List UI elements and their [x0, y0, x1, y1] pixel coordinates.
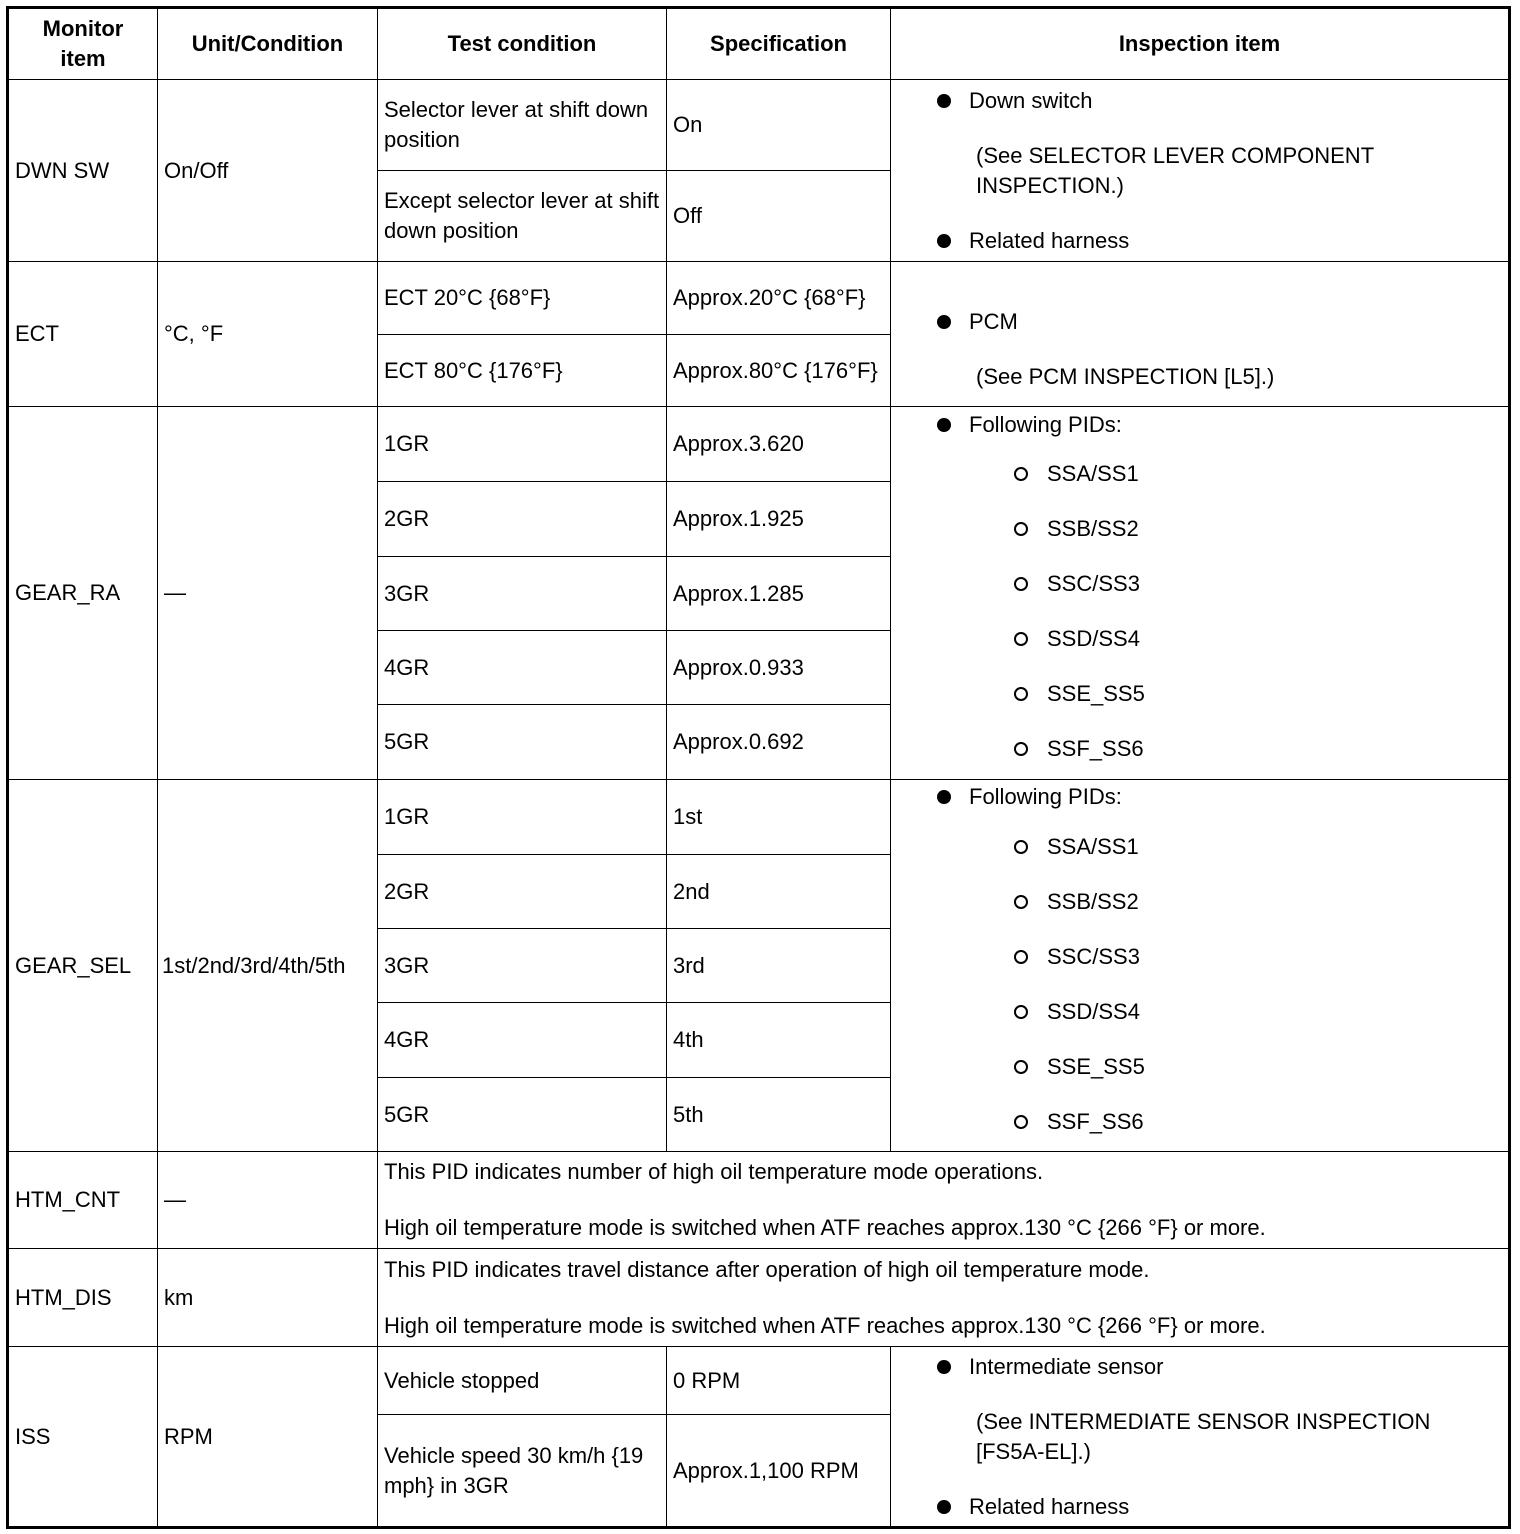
inspection-bullet: Related harness — [969, 1493, 1130, 1519]
pid-item: SSA/SS1 — [1047, 833, 1139, 859]
specification-cell: Off — [667, 171, 891, 262]
test-condition-cell: 2GR — [378, 482, 667, 557]
header-specification: Specification — [667, 8, 891, 80]
inspection-cell — [891, 262, 1510, 407]
test-condition-cell: 3GR — [378, 557, 667, 631]
bullet-icon — [937, 1360, 951, 1374]
test-condition-cell: 4GR — [378, 1003, 667, 1078]
table-row — [8, 1249, 1510, 1347]
specification-cell: Approx.1,100 RPM — [667, 1415, 891, 1528]
test-condition-cell: 5GR — [378, 705, 667, 780]
circle-bullet-icon — [1014, 742, 1028, 756]
pid-item: SSB/SS2 — [1047, 888, 1139, 914]
test-condition-cell: Vehicle stopped — [378, 1347, 667, 1415]
circle-bullet-icon — [1014, 1115, 1028, 1129]
unit-cell: RPM — [158, 1347, 378, 1528]
unit-cell: km — [158, 1249, 378, 1347]
test-condition-cell: Except selector lever at shift down position — [378, 171, 667, 262]
test-condition-cell: 1GR — [378, 780, 667, 855]
table-row — [8, 780, 1510, 855]
circle-bullet-icon — [1014, 687, 1028, 701]
pid-item: SSF_SS6 — [1047, 736, 1144, 761]
inspection-bullet: Down switch — [969, 87, 1093, 113]
inspection-cell — [891, 1347, 1510, 1528]
monitor-item-cell: HTM_DIS — [8, 1249, 158, 1347]
specification-cell: 1st — [667, 780, 891, 855]
unit-cell: — — [158, 407, 378, 780]
test-condition-cell: ECT 80°C {176°F} — [378, 335, 667, 407]
bullet-icon — [937, 94, 951, 108]
monitor-spec-table — [6, 6, 1511, 1529]
note-line: High oil temperature mode is switched when ATF reaches approx.130 °C {266 °F} or more. — [384, 1215, 1266, 1240]
inspection-cell — [891, 780, 1510, 1152]
header-inspection-item: Inspection item — [891, 8, 1510, 80]
table-row — [8, 262, 1510, 335]
specification-cell: 5th — [667, 1078, 891, 1152]
specification-cell: Approx.0.692 — [667, 705, 891, 780]
circle-bullet-icon — [1014, 467, 1028, 481]
monitor-item-cell: HTM_CNT — [8, 1152, 158, 1249]
specification-cell: Approx.3.620 — [667, 407, 891, 482]
test-condition-cell: ECT 20°C {68°F} — [378, 262, 667, 335]
inspection-bullet: Related harness — [969, 227, 1130, 253]
inspection-note: (See PCM INSPECTION [L5].) — [976, 363, 1275, 389]
specification-cell: 3rd — [667, 929, 891, 1003]
specification-cell: Approx.0.933 — [667, 631, 891, 705]
inspection-note: (See INTERMEDIATE SENSOR INSPECTION [FS5A-EL].) — [976, 1408, 1431, 1464]
header-unit-condition: Unit/Condition — [158, 8, 378, 80]
inspection-bullet: Intermediate sensor — [969, 1353, 1164, 1379]
unit-cell: — — [158, 1152, 378, 1249]
pid-item: SSF_SS6 — [1047, 1108, 1144, 1134]
table-row — [8, 80, 1510, 171]
inspection-bullet: PCM — [969, 308, 1018, 334]
monitor-item-cell: DWN SW — [8, 80, 158, 262]
test-condition-cell: 1GR — [378, 407, 667, 482]
inspection-cell — [891, 407, 1510, 780]
inspection-bullet: Following PIDs: — [969, 411, 1122, 437]
test-condition-cell: Selector lever at shift down position — [378, 80, 667, 171]
unit-cell: 1st/2nd/3rd/4th/5th — [158, 780, 378, 1152]
note-cell — [378, 1249, 1510, 1347]
test-condition-cell: 3GR — [378, 929, 667, 1003]
note-cell — [378, 1152, 1510, 1249]
header-monitor-item: Monitor item — [8, 8, 158, 80]
pid-item: SSC/SS3 — [1047, 943, 1140, 969]
pid-item: SSE_SS5 — [1047, 1053, 1145, 1079]
test-condition-cell: 5GR — [378, 1078, 667, 1152]
test-condition-cell: 4GR — [378, 631, 667, 705]
circle-bullet-icon — [1014, 840, 1028, 854]
pid-item: SSA/SS1 — [1047, 461, 1139, 486]
circle-bullet-icon — [1014, 577, 1028, 591]
bullet-icon — [937, 1500, 951, 1514]
circle-bullet-icon — [1014, 895, 1028, 909]
monitor-item-cell: ECT — [8, 262, 158, 407]
bullet-icon — [937, 315, 951, 329]
pid-item: SSD/SS4 — [1047, 998, 1140, 1024]
note-line: High oil temperature mode is switched when ATF reaches approx.130 °C {266 °F} or more. — [384, 1312, 1266, 1338]
pid-item: SSB/SS2 — [1047, 516, 1139, 541]
specification-cell: 0 RPM — [667, 1347, 891, 1415]
bullet-icon — [937, 234, 951, 248]
bullet-icon — [937, 790, 951, 804]
pid-item: SSC/SS3 — [1047, 571, 1140, 596]
inspection-bullet: Following PIDs: — [969, 784, 1122, 809]
unit-cell: On/Off — [158, 80, 378, 262]
circle-bullet-icon — [1014, 632, 1028, 646]
note-line: This PID indicates number of high oil temperature mode operations. — [384, 1159, 1044, 1184]
specification-cell: Approx.1.285 — [667, 557, 891, 631]
specification-cell: 4th — [667, 1003, 891, 1078]
header-row — [8, 8, 1510, 80]
specification-cell: Approx.20°C {68°F} — [667, 262, 891, 335]
test-condition-cell: Vehicle speed 30 km/h {19 mph} in 3GR — [378, 1415, 667, 1528]
circle-bullet-icon — [1014, 1005, 1028, 1019]
monitor-item-cell: ISS — [8, 1347, 158, 1528]
unit-cell: °C, °F — [158, 262, 378, 407]
specification-cell: 2nd — [667, 855, 891, 929]
table-row — [8, 1152, 1510, 1249]
header-test-condition: Test condition — [378, 8, 667, 80]
table-row — [8, 1347, 1510, 1415]
specification-cell: On — [667, 80, 891, 171]
test-condition-cell: 2GR — [378, 855, 667, 929]
circle-bullet-icon — [1014, 950, 1028, 964]
pid-item: SSE_SS5 — [1047, 681, 1145, 706]
note-line: This PID indicates travel distance after operation of high oil temperature mode. — [384, 1256, 1150, 1282]
circle-bullet-icon — [1014, 522, 1028, 536]
specification-cell: Approx.1.925 — [667, 482, 891, 557]
inspection-cell — [891, 80, 1510, 262]
circle-bullet-icon — [1014, 1060, 1028, 1074]
bullet-icon — [937, 418, 951, 432]
monitor-item-cell: GEAR_SEL — [8, 780, 158, 1152]
table-row — [8, 407, 1510, 482]
inspection-note: (See SELECTOR LEVER COMPONENT INSPECTION.) — [976, 142, 1374, 198]
pid-item: SSD/SS4 — [1047, 626, 1140, 651]
monitor-item-cell: GEAR_RA — [8, 407, 158, 780]
specification-cell: Approx.80°C {176°F} — [667, 335, 891, 407]
